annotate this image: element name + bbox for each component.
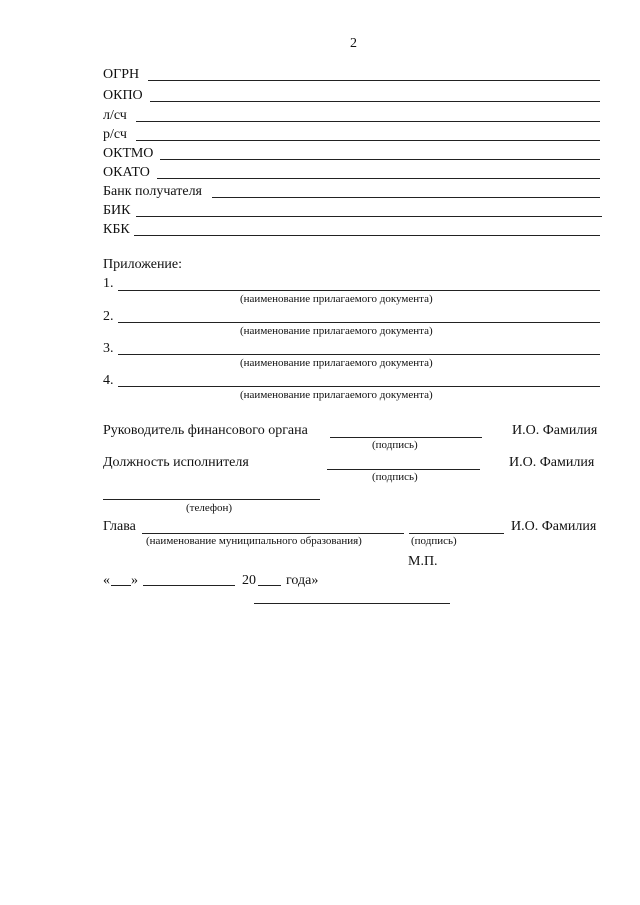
attachment-caption-3: (наименование прилагаемого документа) [240, 357, 433, 369]
requisite-label-okpo: ОКПО [103, 88, 143, 103]
requisite-label-oktmo: ОКТМО [103, 146, 154, 161]
attachment-caption-4: (наименование прилагаемого документа) [240, 389, 433, 401]
attachment-number-2: 2. [103, 309, 114, 324]
executor-label: Должность исполнителя [103, 455, 249, 470]
requisite-field-oktmo[interactable] [160, 159, 600, 160]
head-finance-label: Руководитель финансового органа [103, 423, 308, 438]
requisite-field-bank[interactable] [212, 197, 600, 198]
attachments-heading: Приложение: [103, 257, 183, 272]
date-day-field[interactable] [111, 585, 131, 586]
requisite-label-bik: БИК [103, 203, 131, 218]
head-signature-caption: (подпись) [411, 535, 457, 547]
requisite-field-lsch[interactable] [136, 121, 600, 122]
attachment-number-1: 1. [103, 276, 114, 291]
head-signature-field[interactable] [409, 533, 504, 534]
requisite-label-okato: ОКАТО [103, 165, 150, 180]
date-close-quote: » [131, 573, 138, 588]
date-month-field[interactable] [143, 585, 235, 586]
phone-caption: (телефон) [186, 502, 233, 514]
requisite-field-rsch[interactable] [136, 140, 600, 141]
attachment-number-3: 3. [103, 341, 114, 356]
executor-signature-field[interactable] [327, 469, 480, 470]
requisite-label-kbk: КБК [103, 222, 130, 237]
stamp-place: М.П. [408, 554, 438, 569]
date-year-suffix: года» [286, 573, 319, 588]
head-finance-name: И.О. Фамилия [512, 423, 598, 438]
municipality-caption: (наименование муниципального образования) [146, 535, 362, 547]
attachment-caption-1: (наименование прилагаемого документа) [240, 293, 433, 305]
head-finance-signature-caption: (подпись) [372, 439, 418, 451]
executor-name: И.О. Фамилия [509, 455, 595, 470]
attachment-caption-2: (наименование прилагаемого документа) [240, 325, 433, 337]
requisite-field-okpo[interactable] [150, 101, 600, 102]
requisite-field-kbk[interactable] [134, 235, 600, 236]
head-label: Глава [103, 519, 136, 534]
requisite-field-okato[interactable] [157, 178, 600, 179]
attachment-field-3[interactable] [118, 354, 600, 355]
date-open-quote: « [103, 573, 110, 588]
executor-signature-caption: (подпись) [372, 471, 418, 483]
requisite-field-bik[interactable] [136, 216, 602, 217]
requisite-label-lsch: л/сч [103, 108, 127, 123]
attachment-field-1[interactable] [118, 290, 600, 291]
requisite-label-bank: Банк получателя [103, 184, 202, 199]
date-bottom-line[interactable] [254, 603, 450, 604]
attachment-field-4[interactable] [118, 386, 600, 387]
phone-field[interactable] [103, 499, 320, 500]
date-year-field[interactable] [258, 585, 281, 586]
attachment-number-4: 4. [103, 373, 114, 388]
head-finance-signature-field[interactable] [330, 437, 482, 438]
municipality-field[interactable] [142, 533, 404, 534]
date-year-prefix: 20 [242, 573, 256, 588]
requisite-field-ogrn[interactable] [148, 80, 600, 81]
head-name: И.О. Фамилия [511, 519, 597, 534]
requisite-label-ogrn: ОГРН [103, 67, 140, 82]
page-number: 2 [350, 36, 357, 51]
requisite-label-rsch: р/сч [103, 127, 127, 142]
attachment-field-2[interactable] [118, 322, 600, 323]
